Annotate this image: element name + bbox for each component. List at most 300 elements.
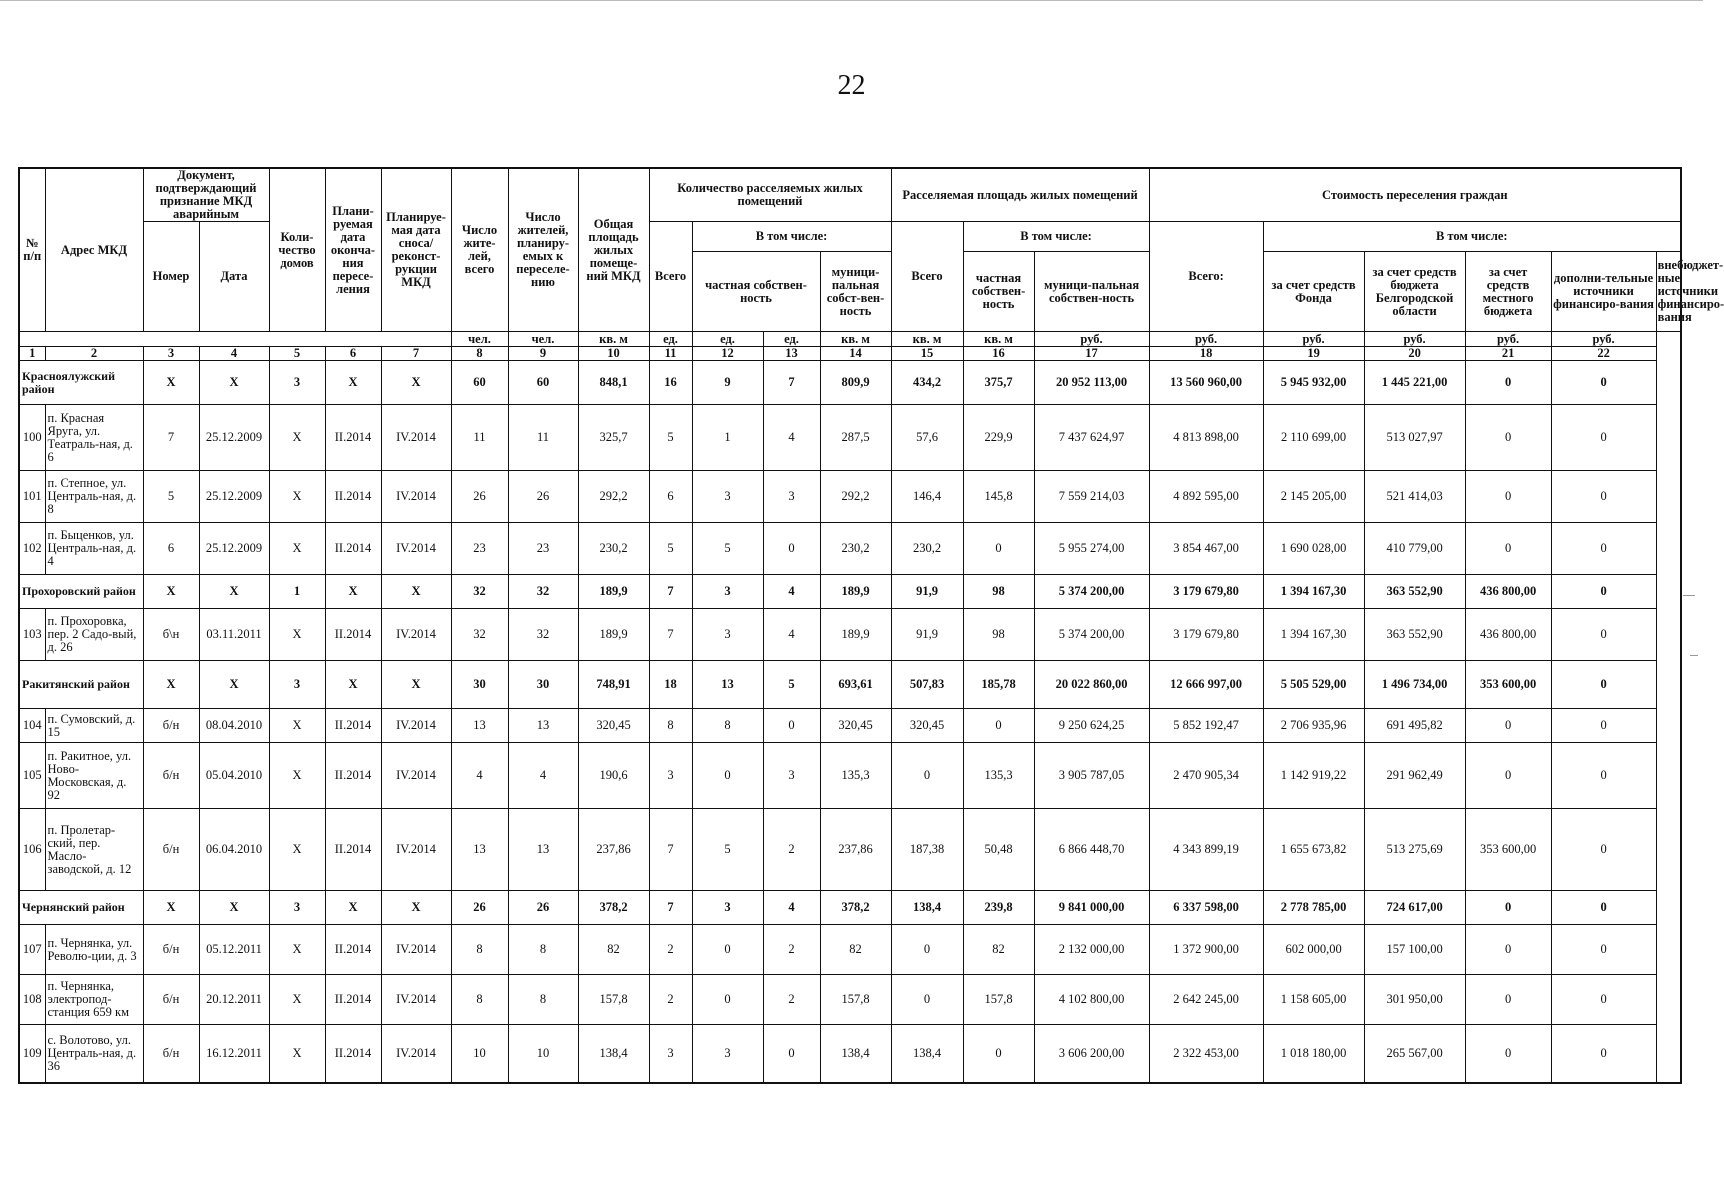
table-cell: 5	[763, 661, 820, 709]
table-cell: 189,9	[820, 609, 891, 661]
table-row	[19, 925, 1681, 975]
table-cell: 138,4	[891, 891, 963, 925]
district-row	[19, 575, 1681, 609]
district-name: Ракитянский район	[19, 661, 143, 709]
table-cell: 18	[649, 661, 692, 709]
table-cell: 1 496 734,00	[1364, 661, 1465, 709]
table-cell: 30	[451, 661, 508, 709]
table-cell: Х	[269, 471, 325, 523]
table-cell: 5	[692, 523, 763, 575]
table-cell: 10	[508, 1025, 578, 1083]
header-area-including: В том числе:	[963, 222, 1149, 252]
column-number: 15	[891, 347, 963, 361]
table-cell: 145,8	[963, 471, 1034, 523]
table-cell: II.2014	[325, 1025, 381, 1083]
table-cell: 434,2	[891, 361, 963, 405]
column-number: 14	[820, 347, 891, 361]
table-cell: 10	[451, 1025, 508, 1083]
table-cell: IV.2014	[381, 609, 451, 661]
table-cell: 13	[451, 709, 508, 743]
table-cell: Х	[381, 575, 451, 609]
unit-cell: кв. м	[963, 332, 1034, 347]
table-cell: II.2014	[325, 471, 381, 523]
table-cell: 4	[763, 609, 820, 661]
table-cell: Х	[325, 661, 381, 709]
column-number: 3	[143, 347, 199, 361]
table-cell: 7	[649, 891, 692, 925]
table-cell: 0	[963, 1025, 1034, 1083]
table-cell: 25.12.2009	[199, 471, 269, 523]
table-cell: IV.2014	[381, 1025, 451, 1083]
table-cell: 3	[692, 1025, 763, 1083]
table-cell: 0	[1551, 1025, 1656, 1083]
table-cell: 693,61	[820, 661, 891, 709]
table-cell: 0	[1551, 975, 1656, 1025]
table-cell: 2 145 205,00	[1263, 471, 1364, 523]
column-number: 4	[199, 347, 269, 361]
table-cell: II.2014	[325, 743, 381, 809]
table-cell: Х	[199, 361, 269, 405]
header-area-private: частная собствен-ность	[963, 252, 1034, 332]
table-cell: 0	[1551, 523, 1656, 575]
column-number: 21	[1465, 347, 1551, 361]
district-row	[19, 361, 1681, 405]
table-cell: 4	[451, 743, 508, 809]
header-cost-local: за счет средств местного бюджета	[1465, 252, 1551, 332]
table-cell: 3	[692, 471, 763, 523]
table-cell: 26	[451, 891, 508, 925]
column-number: 8	[451, 347, 508, 361]
unit-cell: руб.	[1551, 332, 1656, 347]
column-number: 6	[325, 347, 381, 361]
table-cell: 436 800,00	[1465, 609, 1551, 661]
table-cell: II.2014	[325, 809, 381, 891]
table-cell: 292,2	[578, 471, 649, 523]
table-cell: IV.2014	[381, 405, 451, 471]
table-cell: Х	[269, 743, 325, 809]
table-cell: 7 559 214,03	[1034, 471, 1149, 523]
header-no: № п/п	[19, 168, 45, 332]
table-cell: 320,45	[578, 709, 649, 743]
table-cell: 3 179 679,80	[1149, 575, 1263, 609]
table-cell: 157,8	[963, 975, 1034, 1025]
row-number: 109	[19, 1025, 45, 1083]
table-cell: II.2014	[325, 405, 381, 471]
table-cell: 2 470 905,34	[1149, 743, 1263, 809]
column-number: 17	[1034, 347, 1149, 361]
table-cell: 513 275,69	[1364, 809, 1465, 891]
table-cell: 7	[649, 575, 692, 609]
table-cell: IV.2014	[381, 743, 451, 809]
table-cell: 4	[763, 575, 820, 609]
table-cell: 2	[763, 809, 820, 891]
page-number: 22	[837, 70, 866, 101]
scan-artifact	[1683, 595, 1695, 596]
table-cell: 5	[649, 405, 692, 471]
table-cell: 138,4	[820, 1025, 891, 1083]
table-cell: б/н	[143, 709, 199, 743]
column-number: 22	[1551, 347, 1656, 361]
table-cell: 16.12.2011	[199, 1025, 269, 1083]
table-row	[19, 743, 1681, 809]
table-cell: 13	[692, 661, 763, 709]
district-name: Красноялужский район	[19, 361, 143, 405]
header-houses: Коли-чество домов	[269, 168, 325, 332]
table-cell: 5 945 932,00	[1263, 361, 1364, 405]
table-cell: 1 372 900,00	[1149, 925, 1263, 975]
table-cell: 13	[508, 709, 578, 743]
table-cell: 30	[508, 661, 578, 709]
table-cell: II.2014	[325, 709, 381, 743]
table-cell: 7	[763, 361, 820, 405]
table-cell: 848,1	[578, 361, 649, 405]
table-cell: 521 414,03	[1364, 471, 1465, 523]
table-cell: 3	[763, 743, 820, 809]
header-cost-fund: за счет средств Фонда	[1263, 252, 1364, 332]
table-cell: 4 892 595,00	[1149, 471, 1263, 523]
table-cell: 1 018 180,00	[1263, 1025, 1364, 1083]
row-number: 101	[19, 471, 45, 523]
table-cell: Х	[269, 523, 325, 575]
table-cell: 190,6	[578, 743, 649, 809]
table-cell: 7	[649, 609, 692, 661]
table-body	[19, 361, 1681, 1083]
table-cell: 507,83	[891, 661, 963, 709]
table-cell: 157 100,00	[1364, 925, 1465, 975]
table-cell: 25.12.2009	[199, 523, 269, 575]
table-cell: 0	[963, 709, 1034, 743]
table-cell: 230,2	[891, 523, 963, 575]
table-cell: 724 617,00	[1364, 891, 1465, 925]
table-cell: 5	[143, 471, 199, 523]
table-cell: 135,3	[963, 743, 1034, 809]
table-cell: 5	[649, 523, 692, 575]
table-cell: 3 606 200,00	[1034, 1025, 1149, 1083]
table-cell: 1 394 167,30	[1263, 575, 1364, 609]
unit-cell: руб.	[1465, 332, 1551, 347]
table-cell: 57,6	[891, 405, 963, 471]
table-cell: 3	[649, 743, 692, 809]
table-cell: 602 000,00	[1263, 925, 1364, 975]
row-number: 100	[19, 405, 45, 471]
table-cell: Х	[269, 809, 325, 891]
table-cell: Х	[143, 361, 199, 405]
table-cell: Х	[269, 925, 325, 975]
table-cell: 0	[1465, 709, 1551, 743]
table-cell: 13	[508, 809, 578, 891]
table-cell: 291 962,49	[1364, 743, 1465, 809]
table-cell: 0	[891, 925, 963, 975]
table-row	[19, 809, 1681, 891]
table-cell: 239,8	[963, 891, 1034, 925]
table-cell: 375,7	[963, 361, 1034, 405]
table-cell: 0	[1465, 361, 1551, 405]
table-cell: 4 813 898,00	[1149, 405, 1263, 471]
table-row	[19, 1025, 1681, 1083]
table-cell: II.2014	[325, 609, 381, 661]
table-row	[19, 609, 1681, 661]
table-cell: 0	[692, 975, 763, 1025]
table-cell: 9	[692, 361, 763, 405]
header-address: Адрес МКД	[45, 168, 143, 332]
table-cell: 82	[820, 925, 891, 975]
district-row	[19, 891, 1681, 925]
table-cell: 230,2	[578, 523, 649, 575]
table-cell: II.2014	[325, 523, 381, 575]
table-cell: 157,8	[578, 975, 649, 1025]
table-cell: 3 179 679,80	[1149, 609, 1263, 661]
column-number: 7	[381, 347, 451, 361]
table-cell: Х	[269, 405, 325, 471]
table-cell: 301 950,00	[1364, 975, 1465, 1025]
table-cell: 32	[508, 609, 578, 661]
unit-cell: ед.	[649, 332, 692, 347]
table-cell: 32	[451, 609, 508, 661]
table-cell: 320,45	[820, 709, 891, 743]
table-cell: 3	[763, 471, 820, 523]
table-cell: 0	[1465, 975, 1551, 1025]
table-cell: 3	[692, 609, 763, 661]
header-residents: Число жите-лей, всего	[451, 168, 508, 332]
row-address: п. Красная Яруга, ул. Театраль-ная, д. 6	[45, 405, 143, 471]
table-cell: 5 374 200,00	[1034, 609, 1149, 661]
table-cell: 8	[692, 709, 763, 743]
table-cell: 229,9	[963, 405, 1034, 471]
table-cell: 1 394 167,30	[1263, 609, 1364, 661]
table-cell: 4	[763, 891, 820, 925]
units-empty	[19, 332, 451, 347]
table-cell: Х	[381, 361, 451, 405]
table-cell: 3	[269, 661, 325, 709]
table-cell: 363 552,90	[1364, 609, 1465, 661]
row-address: п. Пролетар-ский, пер. Масло-заводской, д. 12	[45, 809, 143, 891]
table-cell: 157,8	[820, 975, 891, 1025]
table-cell: IV.2014	[381, 709, 451, 743]
table-cell: 0	[1465, 743, 1551, 809]
header-planned-demolition: Планируе-мая дата сноса/ реконст-рукции МКД	[381, 168, 451, 332]
table-cell: 0	[692, 743, 763, 809]
table-cell: Х	[199, 891, 269, 925]
unit-cell: руб.	[1364, 332, 1465, 347]
table-cell: 26	[451, 471, 508, 523]
table-cell: 6	[649, 471, 692, 523]
table-cell: 410 779,00	[1364, 523, 1465, 575]
table-cell: 7	[649, 809, 692, 891]
table-cell: 26	[508, 471, 578, 523]
table-cell: 0	[963, 523, 1034, 575]
row-number: 104	[19, 709, 45, 743]
table-cell: 138,4	[891, 1025, 963, 1083]
table-row	[19, 405, 1681, 471]
column-number: 13	[763, 347, 820, 361]
table-cell: 5 955 274,00	[1034, 523, 1149, 575]
table-cell: 378,2	[578, 891, 649, 925]
table-cell: 1	[269, 575, 325, 609]
unit-cell: ед.	[763, 332, 820, 347]
table-cell: 8	[649, 709, 692, 743]
row-number: 103	[19, 609, 45, 661]
table-cell: 20.12.2011	[199, 975, 269, 1025]
row-address: п. Чернянка, электропод-станция 659 км	[45, 975, 143, 1025]
table-cell: 6 866 448,70	[1034, 809, 1149, 891]
table-cell: 0	[1465, 925, 1551, 975]
table-cell: 2 132 000,00	[1034, 925, 1149, 975]
table-cell: 0	[763, 1025, 820, 1083]
table-cell: 1 158 605,00	[1263, 975, 1364, 1025]
column-number: 10	[578, 347, 649, 361]
table-cell: 3	[269, 361, 325, 405]
header-premises-private: частная собствен-ность	[692, 252, 820, 332]
table-cell: 230,2	[820, 523, 891, 575]
table-cell: 23	[451, 523, 508, 575]
table-cell: 0	[763, 709, 820, 743]
header-cost-extrabudget: внебюджет-ные источники финансиро-вания	[1656, 252, 1681, 332]
table-cell: Х	[143, 891, 199, 925]
table-cell: б/н	[143, 743, 199, 809]
table-cell: б/н	[143, 1025, 199, 1083]
table-cell: 237,86	[578, 809, 649, 891]
table-cell: 3	[692, 891, 763, 925]
table-cell: 91,9	[891, 609, 963, 661]
table-cell: 7	[143, 405, 199, 471]
table-cell: 60	[508, 361, 578, 405]
scan-artifact	[1690, 655, 1698, 656]
scan-edge-line	[0, 0, 1703, 1]
table-cell: б/н	[143, 975, 199, 1025]
column-number: 19	[1263, 347, 1364, 361]
table-cell: 353 600,00	[1465, 661, 1551, 709]
table-cell: б\н	[143, 609, 199, 661]
table-cell: 0	[1465, 471, 1551, 523]
table-cell: II.2014	[325, 975, 381, 1025]
units-row	[19, 332, 1681, 347]
header-group-area: Расселяемая площадь жилых помещений	[891, 168, 1149, 222]
table-cell: 32	[451, 575, 508, 609]
table-cell: 0	[1465, 1025, 1551, 1083]
table-cell: 0	[1551, 709, 1656, 743]
header-area-municipal: муници-пальная собствен-ность	[1034, 252, 1149, 332]
row-address: п. Прохоровка, пер. 2 Садо-вый, д. 26	[45, 609, 143, 661]
table-cell: 0	[1465, 405, 1551, 471]
header-residents-planned: Число жителей, планиру-емых к переселе-нию	[508, 168, 578, 332]
table-cell: 146,4	[891, 471, 963, 523]
header-document: Документ, подтверждающий признание МКД аварийным	[143, 168, 269, 222]
row-number: 102	[19, 523, 45, 575]
table-cell: Х	[325, 361, 381, 405]
row-number: 108	[19, 975, 45, 1025]
table-cell: Х	[381, 891, 451, 925]
table-cell: 50,48	[963, 809, 1034, 891]
row-number: 107	[19, 925, 45, 975]
table-cell: 189,9	[578, 575, 649, 609]
table-cell: 4	[508, 743, 578, 809]
table-cell: 4 343 899,19	[1149, 809, 1263, 891]
row-address: с. Волотово, ул. Централь-ная, д. 36	[45, 1025, 143, 1083]
table-cell: Х	[269, 609, 325, 661]
table-cell: 16	[649, 361, 692, 405]
table-cell: 12 666 997,00	[1149, 661, 1263, 709]
table-cell: 25.12.2009	[199, 405, 269, 471]
column-number: 20	[1364, 347, 1465, 361]
district-row	[19, 661, 1681, 709]
table-cell: 4	[763, 405, 820, 471]
row-address: п. Степное, ул. Централь-ная, д. 8	[45, 471, 143, 523]
table-cell: 2 322 453,00	[1149, 1025, 1263, 1083]
table-cell: 9 250 624,25	[1034, 709, 1149, 743]
unit-cell: кв. м	[578, 332, 649, 347]
table-cell: 3 854 467,00	[1149, 523, 1263, 575]
table-cell: 0	[763, 523, 820, 575]
table-cell: IV.2014	[381, 471, 451, 523]
district-name: Прохоровский район	[19, 575, 143, 609]
table-header	[19, 168, 1724, 361]
table-cell: 06.04.2010	[199, 809, 269, 891]
table-cell: Х	[269, 1025, 325, 1083]
table-cell: 4 102 800,00	[1034, 975, 1149, 1025]
table-cell: 98	[963, 609, 1034, 661]
table-cell: Х	[269, 975, 325, 1025]
table-cell: 3	[692, 575, 763, 609]
table-cell: 1 690 028,00	[1263, 523, 1364, 575]
unit-cell: кв. м	[820, 332, 891, 347]
table-cell: 6 337 598,00	[1149, 891, 1263, 925]
table-cell: 03.11.2011	[199, 609, 269, 661]
table-cell: 135,3	[820, 743, 891, 809]
table-cell: б/н	[143, 925, 199, 975]
table-cell: 8	[508, 975, 578, 1025]
table-cell: 0	[1551, 405, 1656, 471]
table-cell: 0	[1551, 809, 1656, 891]
header-premises-municipal: муници-пальная собст-вен-ность	[820, 252, 891, 332]
table-cell: 8	[451, 925, 508, 975]
table-cell: 0	[1551, 609, 1656, 661]
table-cell: 185,78	[963, 661, 1034, 709]
table-cell: 1 655 673,82	[1263, 809, 1364, 891]
table-row	[19, 975, 1681, 1025]
table-cell: 5 374 200,00	[1034, 575, 1149, 609]
table-cell: 320,45	[891, 709, 963, 743]
table-cell: 8	[451, 975, 508, 1025]
unit-cell: руб.	[1034, 332, 1149, 347]
unit-cell: чел.	[451, 332, 508, 347]
row-address: п. Ракитное, ул. Ново-Московская, д. 92	[45, 743, 143, 809]
table-cell: Х	[199, 661, 269, 709]
unit-cell: кв. м	[891, 332, 963, 347]
unit-cell: ед.	[692, 332, 763, 347]
column-number: 12	[692, 347, 763, 361]
table-cell: 748,91	[578, 661, 649, 709]
table-cell: 32	[508, 575, 578, 609]
table-cell: 9 841 000,00	[1034, 891, 1149, 925]
table-cell: 292,2	[820, 471, 891, 523]
table-cell: Х	[269, 709, 325, 743]
table-cell: 05.04.2010	[199, 743, 269, 809]
table-cell: 0	[1551, 661, 1656, 709]
table-cell: 0	[1551, 925, 1656, 975]
column-number-row	[19, 347, 1681, 361]
header-doc-number: Номер	[143, 222, 199, 332]
table-cell: 363 552,90	[1364, 575, 1465, 609]
column-number: 11	[649, 347, 692, 361]
table-row	[19, 523, 1681, 575]
header-cost-including: В том числе:	[1263, 222, 1681, 252]
table-cell: 0	[1465, 523, 1551, 575]
table-cell: 0	[1551, 471, 1656, 523]
header-planned-end: Плани-руемая дата оконча-ния пересе-ления	[325, 168, 381, 332]
table-cell: 7 437 624,97	[1034, 405, 1149, 471]
district-name: Чернянский район	[19, 891, 143, 925]
table-cell: 0	[1551, 361, 1656, 405]
